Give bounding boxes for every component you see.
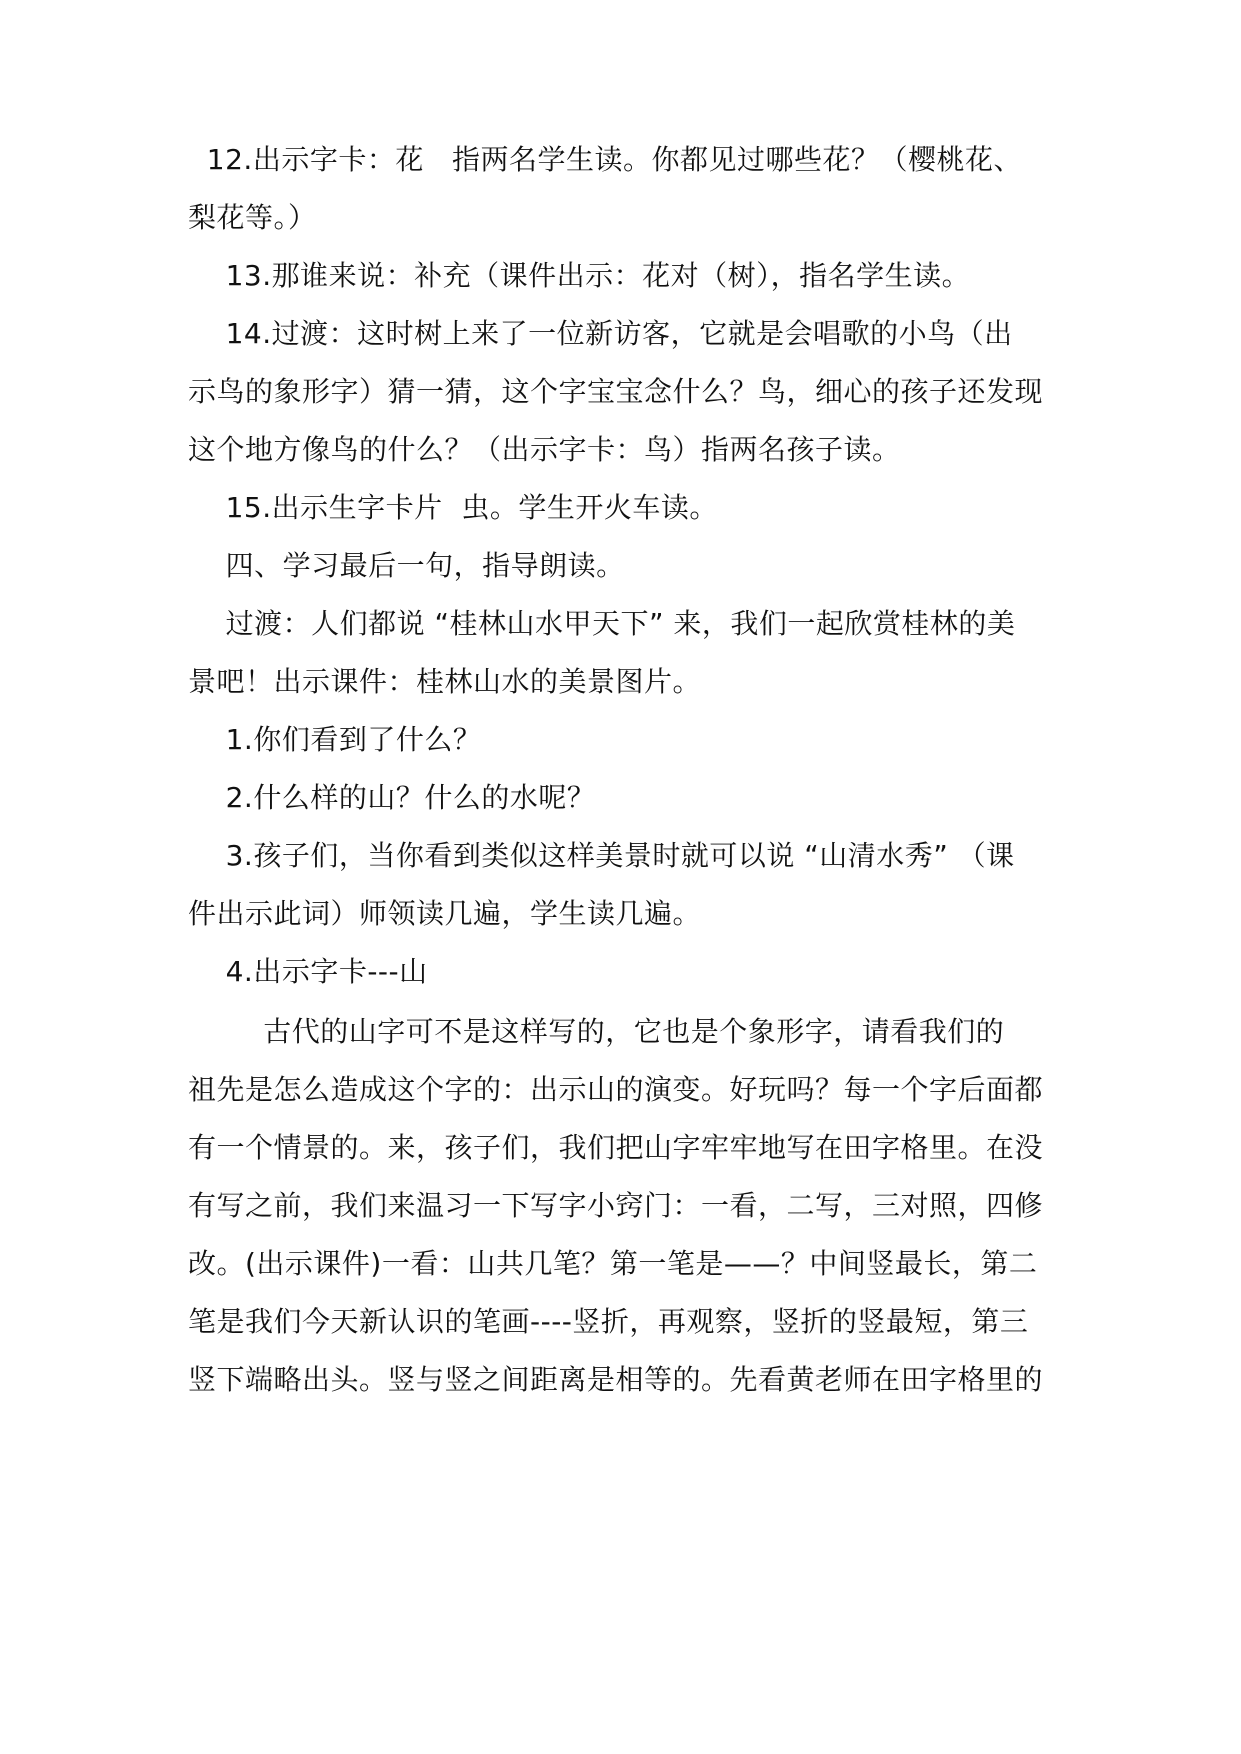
text-line: 2.什么样的山？什么的水呢？ <box>188 781 596 814</box>
text-line: 古代的山字可不是这样写的，它也是个象形字，请看我们的 <box>188 1015 1005 1048</box>
text-line: 梨花等。） <box>188 201 317 234</box>
text-line: 这个地方像鸟的什么？（出示字卡：鸟）指两名孩子读。 <box>188 433 901 466</box>
text-line: 14.过渡：这时树上来了一位新访客，它就是会唱歌的小鸟（出 <box>188 317 1013 350</box>
text-line: 四、学习最后一句，指导朗读。 <box>188 549 625 582</box>
text-line: 12.出示字卡：花 指两名学生读。你都见过哪些花？（樱桃花、 <box>188 143 1023 176</box>
text-line: 有写之前，我们来温习一下写字小窍门：一看，二写，三对照，四修 <box>188 1189 1044 1222</box>
text-line: 13.那谁来说：补充（课件出示：花对（树），指名学生读。 <box>188 259 971 292</box>
text-line: 1.你们看到了什么？ <box>188 723 482 756</box>
text-line: 笔是我们今天新认识的笔画----竖折，再观察，竖折的竖最短，第三 <box>188 1305 1029 1338</box>
text-line: 示鸟的象形字）猜一猜，这个字宝宝念什么？鸟，细心的孩子还发现 <box>188 375 1044 408</box>
text-line: 过渡：人们都说 “桂林山水甲天下” 来，我们一起欣赏桂林的美 <box>188 607 1016 640</box>
text-line: 3.孩子们，当你看到类似这样美景时就可以说 “山清水秀” （课 <box>188 839 1015 872</box>
text-line: 4.出示字卡---山 <box>188 955 428 988</box>
text-line: 竖下端略出头。竖与竖之间距离是相等的。先看黄老师在田字格里的 <box>188 1363 1044 1396</box>
text-line: 15.出示生字卡片 虫。学生开火车读。 <box>188 491 718 524</box>
text-line: 祖先是怎么造成这个字的：出示山的演变。好玩吗？每一个字后面都 <box>188 1073 1044 1106</box>
text-line: 有一个情景的。来，孩子们，我们把山字牢牢地写在田字格里。在没 <box>188 1131 1044 1164</box>
text-line: 景吧！出示课件：桂林山水的美景图片。 <box>188 665 702 698</box>
text-line: 改。(出示课件)一看：山共几笔？第一笔是——？中间竖最长，第二 <box>188 1247 1038 1280</box>
text-line: 件出示此词）师领读几遍，学生读几遍。 <box>188 897 702 930</box>
